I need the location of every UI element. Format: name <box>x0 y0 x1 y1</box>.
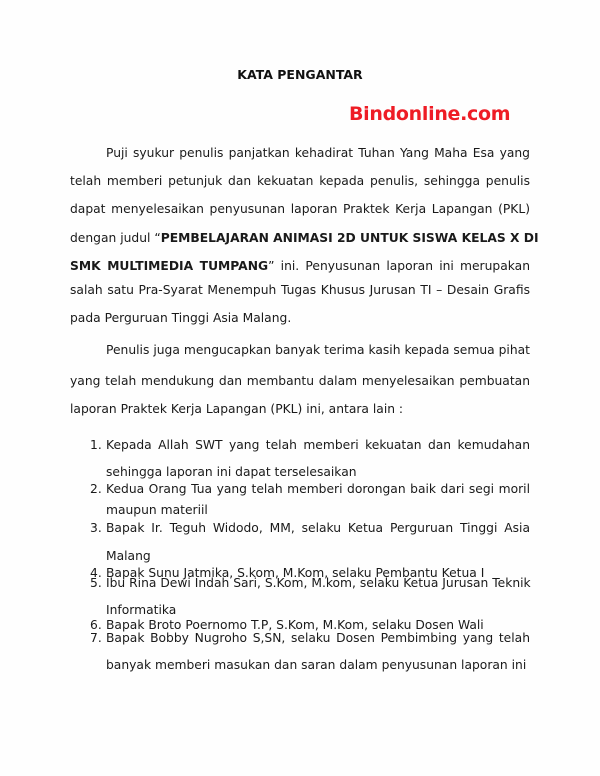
list-item-line-2: Malang <box>106 549 151 563</box>
report-title-part-2: SMK MULTIMEDIA TUMPANG <box>70 259 269 273</box>
list-item-line-1: Kedua Orang Tua yang telah memberi dorongan baik dari segi moril <box>106 482 530 496</box>
paragraph-1-line-2: telah memberi petunjuk dan kekuatan kepada penulis, sehingga penulis <box>70 174 530 188</box>
list-item-line-2: maupun materiil <box>106 503 208 517</box>
paragraph-1-line-1: Puji syukur penulis panjatkan kehadirat Tuhan Yang Maha Esa yang <box>106 146 530 160</box>
list-number: 1. <box>90 438 102 452</box>
paragraph-1-line-4 <box>70 230 539 246</box>
list-item-line-1: Bapak Sunu Jatmika, S.kom, M.Kom, selaku Pembantu Ketua I <box>106 566 485 580</box>
list-item-line-1: Bapak Broto Poernomo T.P, S.Kom, M.Kom, selaku Dosen Wali <box>106 618 484 632</box>
list-number: 6. <box>90 618 102 632</box>
paragraph-2-line-3: laporan Praktek Kerja Lapangan (PKL) ini, antara lain : <box>70 402 404 416</box>
paragraph-1-line-6: salah satu Pra-Syarat Menempuh Tugas Khusus Jurusan TI – Desain Grafis <box>70 283 530 297</box>
list-item-line-2: banyak memberi masukan dan saran dalam penyusunan laporan ini <box>106 658 527 672</box>
title-quote-suffix: ” ini. Penyusunan laporan ini merupakan <box>268 259 530 273</box>
list-number: 5. <box>90 576 102 590</box>
list-number: 2. <box>90 482 102 496</box>
list-item-line-2: sehingga laporan ini dapat terselesaikan <box>106 465 357 479</box>
paragraph-1-line-3: dapat menyelesaikan penyusunan laporan Praktek Kerja Lapangan (PKL) <box>70 202 530 216</box>
list-item-line-1: Bapak Bobby Nugroho S,SN, selaku Dosen Pembimbing yang telah <box>106 631 530 645</box>
paragraph-1-line-7: pada Perguruan Tinggi Asia Malang. <box>70 311 292 325</box>
paragraph-2-line-2: yang telah mendukung dan membantu dalam menyelesaikan pembuatan <box>70 374 530 388</box>
report-title-part-1: PEMBELAJARAN ANIMASI 2D UNTUK SISWA KELAS X DI <box>160 231 539 245</box>
list-item-line-1: Ibu Rina Dewi Indah Sari, S.Kom, M.kom, selaku Ketua Jurusan Teknik <box>106 576 531 590</box>
watermark-logo: Bindonline.com <box>349 103 511 125</box>
list-number: 4. <box>90 566 102 580</box>
paragraph-1-line-5 <box>70 258 530 274</box>
paragraph-2-line-1: Penulis juga mengucapkan banyak terima kasih kepada semua pihat <box>106 343 530 357</box>
list-number: 7. <box>90 631 102 645</box>
list-item-line-1: Bapak Ir. Teguh Widodo, MM, selaku Ketua Perguruan Tinggi Asia <box>106 521 530 535</box>
list-item-line-2: Informatika <box>106 603 177 617</box>
title-quote-prefix: dengan judul “ <box>70 231 161 245</box>
page-title: KATA PENGANTAR <box>237 67 363 82</box>
list-item-line-1: Kepada Allah SWT yang telah memberi kekuatan dan kemudahan <box>106 438 530 452</box>
list-number: 3. <box>90 521 102 535</box>
